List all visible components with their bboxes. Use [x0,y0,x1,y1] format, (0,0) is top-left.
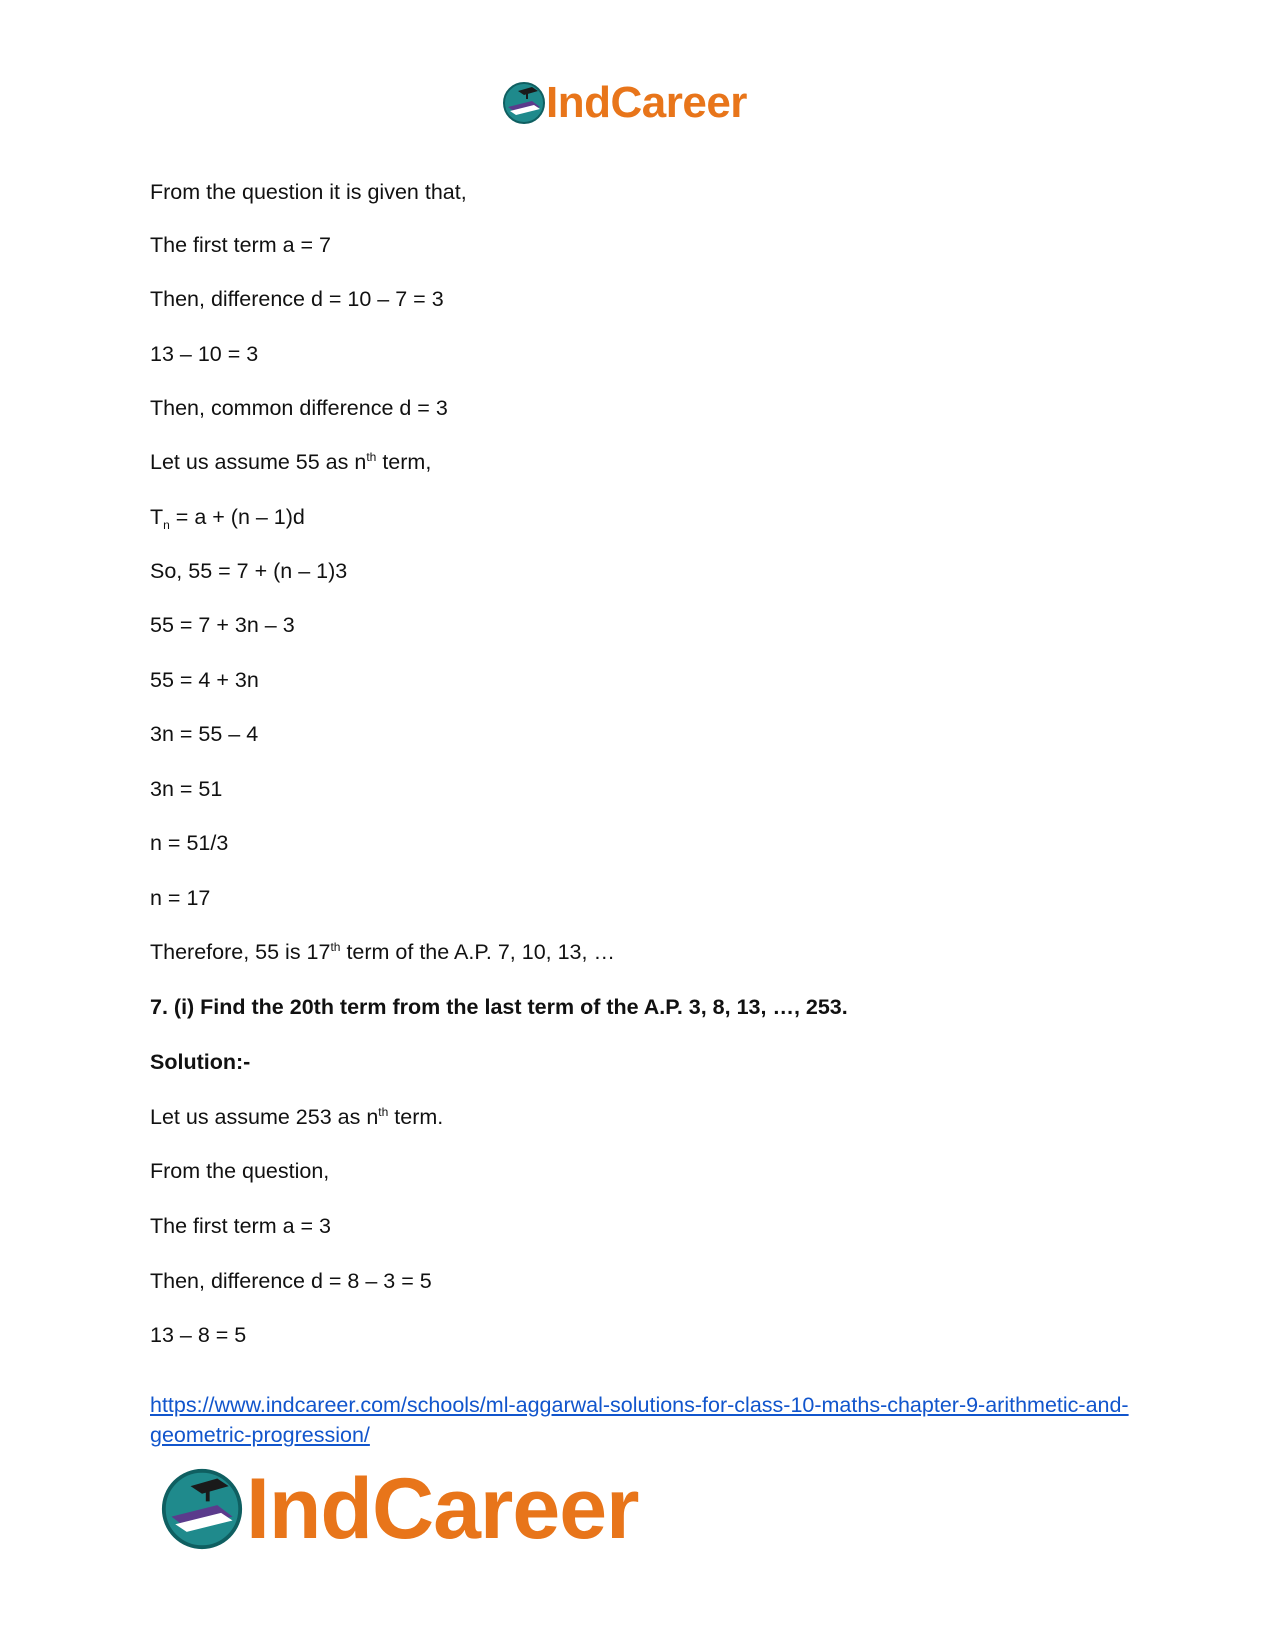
text-line: n = 51/3 [150,831,229,855]
text-line: 55 = 4 + 3n [150,668,259,692]
subscript: n [163,518,170,532]
text-line: Then, common difference d = 3 [150,396,448,420]
text-line [150,939,615,965]
text-line: Then, difference d = 10 – 7 = 3 [150,287,444,311]
text-segment: T [150,505,164,529]
globe-book-icon [502,81,546,125]
logo-wordmark: IndCareer [546,78,747,127]
superscript: th [330,940,341,954]
source-link[interactable]: https://www.indcareer.com/schools/ml-aggarwal-solutions-for-class-10-maths-chapter-9-arithmetic-and-geometric-progression/ [150,1393,1129,1447]
globe-book-icon [160,1467,244,1551]
text-segment: Therefore, 55 is 17 [150,940,331,964]
text-line: From the question it is given that, [150,180,467,204]
text-line: So, 55 = 7 + (n – 1)3 [150,559,348,583]
superscript: th [366,450,377,464]
text-segment: = a + (n – 1)d [169,505,305,529]
text-segment: Let us assume 55 as n [150,450,367,474]
text-line: 3n = 51 [150,777,223,801]
text-segment: term, [376,450,432,474]
question-heading: 7. (i) Find the 20th term from the last term of the A.P. 3, 8, 13, …, 253. [150,995,848,1019]
text-segment: term. [388,1105,444,1129]
text-line: 13 – 8 = 5 [150,1323,247,1347]
logo-wordmark: IndCareer [246,1461,639,1557]
header-logo [502,80,747,126]
text-line: The first term a = 7 [150,233,332,257]
text-segment: term of the A.P. 7, 10, 13, … [340,940,615,964]
text-line: 13 – 10 = 3 [150,342,259,366]
footer-logo [160,1461,639,1557]
text-line: The first term a = 3 [150,1214,332,1238]
text-line: Then, difference d = 8 – 3 = 5 [150,1269,432,1293]
solution-label: Solution:- [150,1050,251,1074]
text-line [150,1104,443,1130]
text-line: 55 = 7 + 3n – 3 [150,613,295,637]
superscript: th [378,1105,389,1119]
text-line: n = 17 [150,886,211,910]
text-line: From the question, [150,1159,330,1183]
formula-line [150,504,305,530]
text-segment: Let us assume 253 as n [150,1105,379,1129]
text-line [150,449,431,475]
text-line: 3n = 55 – 4 [150,722,259,746]
